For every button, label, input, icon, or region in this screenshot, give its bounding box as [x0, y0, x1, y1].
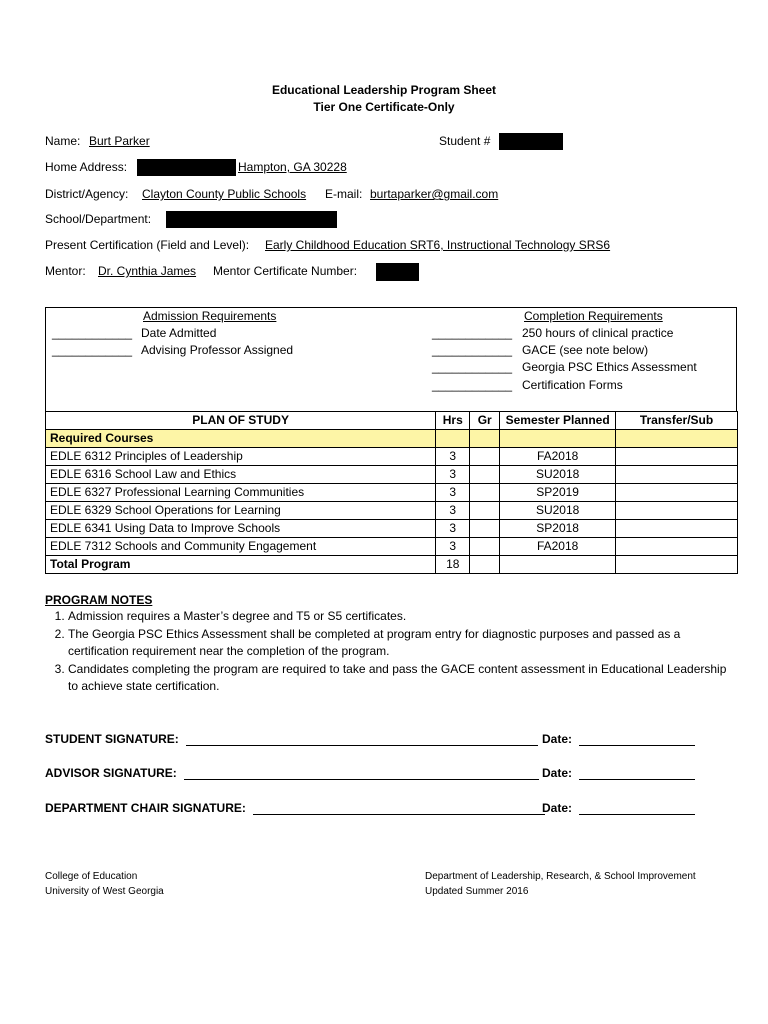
- col-plan-of-study: PLAN OF STUDY: [46, 412, 436, 430]
- advisor-signature-line[interactable]: [184, 767, 539, 780]
- school-label: School/Department:: [45, 212, 152, 226]
- redacted-street: [137, 159, 236, 176]
- course-grade: [470, 520, 500, 538]
- name-label: Name:: [45, 134, 81, 148]
- admission-blank-2: ____________: [52, 343, 133, 357]
- note-item: 2. The Georgia PSC Ethics Assessment shall be completed at program entry for diagnostic purposes and passed as a certification requirement near the completion of the program.: [68, 626, 735, 661]
- required-courses-label: Required Courses: [46, 430, 436, 448]
- address-label: Home Address:: [45, 160, 128, 174]
- program-notes: [45, 593, 735, 696]
- course-semester: SP2018: [500, 520, 616, 538]
- course-grade: [470, 484, 500, 502]
- footer-updated: Updated Summer 2016: [425, 886, 529, 897]
- admission-heading: Admission Requirements: [143, 309, 277, 323]
- course-semester: SU2018: [500, 502, 616, 520]
- required-courses-row: [46, 430, 738, 448]
- advisor-date-line[interactable]: [579, 767, 695, 780]
- course-transfer: [616, 466, 738, 484]
- student-date-row: [542, 732, 695, 746]
- redacted-student-number: [499, 133, 563, 150]
- note-item: 1. Admission requires a Master’s degree and T5 or S5 certificates.: [68, 608, 735, 626]
- document-title: Educational Leadership Program Sheet: [271, 83, 497, 97]
- total-label: Total Program: [46, 556, 436, 574]
- note-item: 3. Candidates completing the program are required to take and pass the GACE content assessment in Educational Leadership to achieve state certification.: [68, 661, 735, 696]
- plan-of-study-table: [45, 411, 738, 574]
- course-name: EDLE 6327 Professional Learning Communities: [46, 484, 436, 502]
- course-name: EDLE 6312 Principles of Leadership: [46, 448, 436, 466]
- email-value: burtaparker@gmail.com: [370, 187, 499, 201]
- course-name: EDLE 6316 School Law and Ethics: [46, 466, 436, 484]
- footer-left: [45, 869, 164, 899]
- chair-signature-row: [45, 801, 545, 815]
- student-date-line[interactable]: [579, 733, 695, 746]
- email-label: E-mail:: [325, 187, 363, 201]
- completion-blank-2: ____________: [432, 343, 513, 357]
- student-signature-line[interactable]: [186, 733, 538, 746]
- chair-date-line[interactable]: [579, 802, 695, 815]
- col-gr: Gr: [470, 412, 500, 430]
- footer-college: College of Education: [45, 871, 138, 882]
- completion-item-4: Certification Forms: [522, 378, 623, 392]
- course-hrs: 3: [436, 520, 470, 538]
- table-row: [46, 448, 738, 466]
- footer-right: [425, 869, 696, 899]
- col-hrs: Hrs: [436, 412, 470, 430]
- completion-heading: Completion Requirements: [524, 309, 663, 323]
- district-value: Clayton County Public Schools: [142, 187, 307, 201]
- certification-label: Present Certification (Field and Level):: [45, 238, 250, 252]
- course-name: EDLE 6341 Using Data to Improve Schools: [46, 520, 436, 538]
- chair-date-row: [542, 801, 695, 815]
- course-transfer: [616, 520, 738, 538]
- advisor-signature-label: ADVISOR SIGNATURE:: [45, 766, 177, 780]
- address-value: Hampton, GA 30228: [238, 160, 347, 174]
- completion-item-2: GACE (see note below): [522, 343, 649, 357]
- mentor-cert-label: Mentor Certificate Number:: [213, 264, 358, 278]
- student-signature-label: STUDENT SIGNATURE:: [45, 732, 179, 746]
- course-hrs: 3: [436, 538, 470, 556]
- course-grade: [470, 538, 500, 556]
- course-hrs: 3: [436, 484, 470, 502]
- table-row: [46, 466, 738, 484]
- chair-signature-line[interactable]: [253, 802, 545, 815]
- certification-value: Early Childhood Education SRT6, Instructional Technology SRS6: [265, 238, 611, 252]
- course-grade: [470, 502, 500, 520]
- completion-blank-4: ____________: [432, 378, 513, 392]
- course-transfer: [616, 484, 738, 502]
- redacted-mentor-cert: [376, 263, 419, 281]
- completion-blank-3: ____________: [432, 360, 513, 374]
- table-row: [46, 484, 738, 502]
- footer-university: University of West Georgia: [45, 886, 164, 897]
- student-date-label: Date:: [542, 732, 573, 746]
- course-name: EDLE 6329 School Operations for Learning: [46, 502, 436, 520]
- advisor-date-row: [542, 766, 695, 780]
- course-hrs: 3: [436, 448, 470, 466]
- col-transfer: Transfer/Sub: [616, 412, 738, 430]
- student-signature-row: [45, 732, 538, 746]
- completion-item-3: Georgia PSC Ethics Assessment: [522, 360, 697, 374]
- student-number-label: Student #: [439, 134, 491, 148]
- table-row: [46, 538, 738, 556]
- mentor-value: Dr. Cynthia James: [98, 264, 197, 278]
- course-hrs: 3: [436, 466, 470, 484]
- table-row: [46, 502, 738, 520]
- course-grade: [470, 448, 500, 466]
- col-semester: Semester Planned: [500, 412, 616, 430]
- mentor-label: Mentor:: [45, 264, 86, 278]
- completion-blank-1: ____________: [432, 326, 513, 340]
- document-subtitle: Tier One Certificate-Only: [313, 100, 455, 114]
- advisor-signature-row: [45, 766, 539, 780]
- course-grade: [470, 466, 500, 484]
- course-transfer: [616, 448, 738, 466]
- completion-item-1: 250 hours of clinical practice: [522, 326, 674, 340]
- advisor-date-label: Date:: [542, 766, 573, 780]
- admission-item-2: Advising Professor Assigned: [141, 343, 294, 357]
- course-semester: SU2018: [500, 466, 616, 484]
- course-hrs: 3: [436, 502, 470, 520]
- admission-item-1: Date Admitted: [141, 326, 217, 340]
- district-label: District/Agency:: [45, 187, 129, 201]
- table-row: [46, 520, 738, 538]
- course-transfer: [616, 502, 738, 520]
- program-notes-heading: PROGRAM NOTES: [45, 593, 153, 607]
- name-value: Burt Parker: [89, 134, 150, 148]
- chair-signature-label: DEPARTMENT CHAIR SIGNATURE:: [45, 801, 246, 815]
- course-transfer: [616, 538, 738, 556]
- table-header-row: [46, 412, 738, 430]
- redacted-school: [166, 211, 337, 228]
- total-row: [46, 556, 738, 574]
- admission-blank-1: ____________: [52, 326, 133, 340]
- footer-department: Department of Leadership, Research, & School Improvement: [425, 871, 696, 882]
- chair-date-label: Date:: [542, 801, 573, 815]
- course-semester: SP2019: [500, 484, 616, 502]
- total-hrs: 18: [436, 556, 470, 574]
- course-semester: FA2018: [500, 538, 616, 556]
- course-name: EDLE 7312 Schools and Community Engagement: [46, 538, 436, 556]
- course-semester: FA2018: [500, 448, 616, 466]
